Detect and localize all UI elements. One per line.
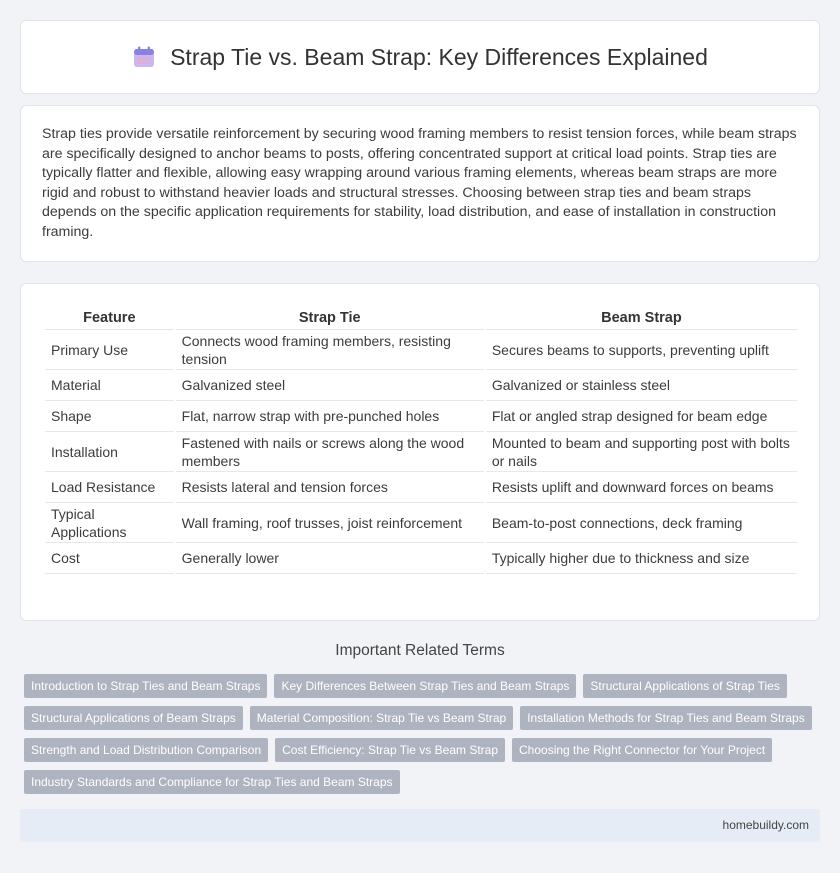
column-header: Strap Tie: [176, 304, 484, 330]
page-title: Strap Tie vs. Beam Strap: Key Differences Explained: [170, 43, 708, 70]
row-label: Shape: [45, 401, 174, 432]
table-row: [45, 503, 797, 543]
related-term-tag[interactable]: Strength and Load Distribution Comparison: [24, 738, 268, 762]
related-term-tag[interactable]: Structural Applications of Beam Straps: [24, 706, 243, 730]
related-term-tag[interactable]: Key Differences Between Strap Ties and Beam Straps: [274, 674, 576, 698]
table-cell: Galvanized or stainless steel: [486, 370, 797, 401]
table-row: [45, 432, 797, 472]
row-label: Typical Applications: [45, 503, 174, 543]
table-cell: Typically higher due to thickness and size: [486, 543, 797, 574]
table-cell: Beam-to-post connections, deck framing: [486, 503, 797, 543]
table-cell: Secures beams to supports, preventing uplift: [486, 330, 797, 370]
table-row: [45, 330, 797, 370]
row-label: Material: [45, 370, 174, 401]
row-label: Load Resistance: [45, 472, 174, 503]
table-cell: Galvanized steel: [176, 370, 484, 401]
table-row: [45, 472, 797, 503]
table-cell: Flat, narrow strap with pre-punched holes: [176, 401, 484, 432]
related-term-tag[interactable]: Cost Efficiency: Strap Tie vs Beam Strap: [275, 738, 505, 762]
table-cell: Fastened with nails or screws along the wood members: [176, 432, 484, 472]
related-term-tag[interactable]: Industry Standards and Compliance for Strap Ties and Beam Straps: [24, 770, 400, 794]
table-cell: Mounted to beam and supporting post with bolts or nails: [486, 432, 797, 472]
table-cell: Connects wood framing members, resisting tension: [176, 330, 484, 370]
row-label: Cost: [45, 543, 174, 574]
table-cell: Resists lateral and tension forces: [176, 472, 484, 503]
footer: [20, 809, 820, 842]
related-term-tag[interactable]: Material Composition: Strap Tie vs Beam Strap: [250, 706, 513, 730]
intro-paragraph: Strap ties provide versatile reinforcement by securing wood framing members to resist tension forces, while beam straps are specifically designed to anchor beams to posts, offering concentrated support at critical load points. Strap ties are typically flatter and flexible, allowing easy wrapping around various framing elements, whereas beam straps are more rigid and robust to withstand heavier loads and structural stresses. Choosing between strap ties and beam straps depends on the specific application requirements for stability, load distribution, and ease of installation in construction framing.: [42, 126, 797, 240]
table-cell: Flat or angled strap designed for beam edge: [486, 401, 797, 432]
table-cell: Wall framing, roof trusses, joist reinforcement: [176, 503, 484, 543]
comparison-table-card: [20, 283, 820, 621]
table-cell: Generally lower: [176, 543, 484, 574]
table-row: [45, 370, 797, 401]
related-terms-title: Important Related Terms: [335, 642, 505, 659]
related-term-tag[interactable]: Introduction to Strap Ties and Beam Straps: [24, 674, 267, 698]
intro-card: [20, 105, 820, 262]
header-card: [20, 20, 820, 94]
related-term-tag[interactable]: Installation Methods for Strap Ties and Beam Straps: [520, 706, 811, 730]
column-header: Beam Strap: [486, 304, 797, 330]
table-row: [45, 401, 797, 432]
calendar-icon: [132, 45, 156, 69]
related-term-tag[interactable]: Structural Applications of Strap Ties: [583, 674, 786, 698]
row-label: Primary Use: [45, 330, 174, 370]
comparison-table: [43, 304, 799, 574]
table-cell: Resists uplift and downward forces on beams: [486, 472, 797, 503]
related-terms-list: [24, 674, 824, 794]
table-row: [45, 543, 797, 574]
row-label: Installation: [45, 432, 174, 472]
related-term-tag[interactable]: Choosing the Right Connector for Your Project: [512, 738, 772, 762]
footer-site-link[interactable]: homebuildy.com: [722, 818, 809, 832]
column-header: Feature: [45, 304, 174, 330]
